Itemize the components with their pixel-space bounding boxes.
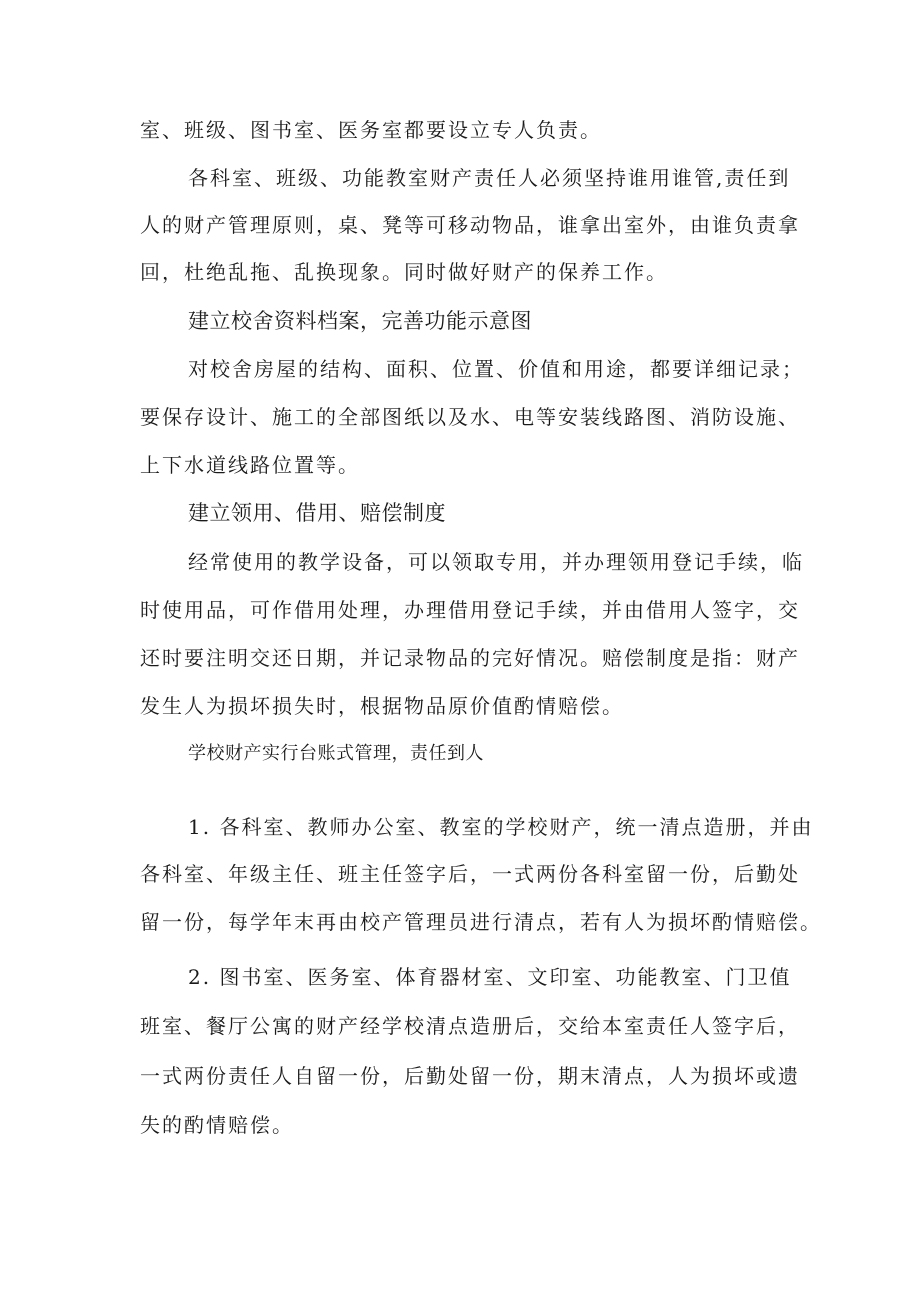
section-subheading: 学校财产实行台账式管理，责任到人 xyxy=(188,743,484,764)
text-line: 各科室、班级、功能教室财产责任人必须坚持谁用谁管,责任到 xyxy=(188,166,791,190)
text-line: 各科室、年级主任、班主任签字后，一式两份各科室留一份，后勤处 xyxy=(140,862,800,886)
text-line: 室、班级、图书室、医务室都要设立专人负责。 xyxy=(140,118,602,142)
text-line: 要保存设计、施工的全部图纸以及水、电等安装线路图、消防设施、 xyxy=(140,405,800,429)
text-line: 一式两份责任人自留一份，后勤处留一份，期末清点，人为损坏或遗 xyxy=(140,1064,800,1088)
text-line: 回，杜绝乱拖、乱换现象。同时做好财产的保养工作。 xyxy=(140,260,668,284)
text-line: 还时要注明交还日期，并记录物品的完好情况。赔偿制度是指：财产 xyxy=(140,646,800,670)
text-line: 发生人为损坏损失时，根据物品原价值酌情赔偿。 xyxy=(140,694,624,718)
text-line: 留一份，每学年末再由校产管理员进行清点，若有人为损坏酌情赔偿。 xyxy=(140,910,822,934)
section-heading: 建立领用、借用、赔偿制度 xyxy=(188,501,446,525)
text-line: 对校舍房屋的结构、面积、位置、价值和用途，都要详细记录； xyxy=(188,357,804,381)
text-line: 经常使用的教学设备，可以领取专用，并办理领用登记手续，临 xyxy=(188,550,804,574)
section-heading: 建立校舍资料档案，完善功能示意图 xyxy=(188,309,532,333)
text-line: 1. 各科室、教师办公室、教室的学校财产，统一清点造册，并由 xyxy=(188,815,814,839)
text-line: 时使用品，可作借用处理，办理借用登记手续，并由借用人签字，交 xyxy=(140,598,800,622)
text-line: 人的财产管理原则，桌、凳等可移动物品，谁拿出室外，由谁负责拿 xyxy=(140,213,800,237)
text-line: 上下水道线路位置等。 xyxy=(140,453,360,477)
text-line: 班室、餐厅公寓的财产经学校清点造册后，交给本室责任人签字后， xyxy=(140,1014,800,1038)
text-line: 失的酌情赔偿。 xyxy=(140,1113,294,1137)
text-line: 2. 图书室、医务室、体育器材室、文印室、功能教室、门卫值 xyxy=(188,965,792,989)
